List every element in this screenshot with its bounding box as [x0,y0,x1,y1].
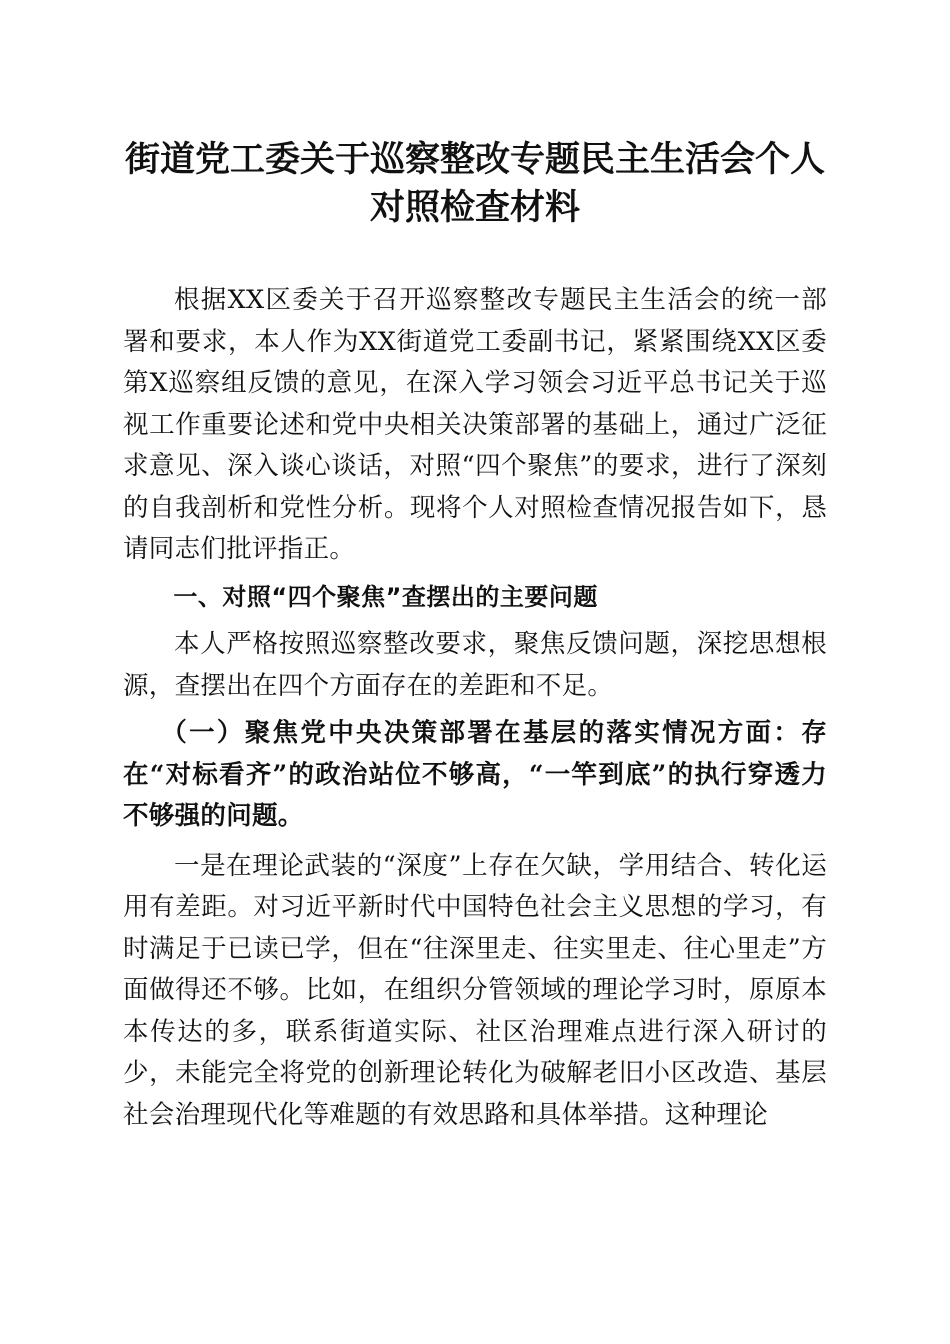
section-1-intro-paragraph: 本人严格按照巡察整改要求，聚焦反馈问题，深挖思想根源，查摆出在四个方面存在的差距和不足。 [123,629,827,701]
subsection-1-heading: （一）聚焦党中央决策部署在基层的落实情况方面：存在“对标看齐”的政治站位不够高，“一竿到底”的执行穿透力不够强的问题。 [123,718,827,831]
point-1-paragraph: 一是在理论武装的“深度”上存在欠缺，学用结合、转化运用有差距。对习近平新时代中国特色社会主义思想的学习，有时满足于已读已学，但在“往深里走、往实里走、往心里走”方面做得还不够。比如，在组织分管领域的理论学习时，原原本本传达的多，联系街道实际、社区治理难点进行深入研讨的少，未能完全将党的创新理论转化为破解老旧小区改造、基层社会治理现代化等难题的有效思路和具体举措。这种理论 [123,850,827,1130]
title-line-1: 街道党工委关于巡察整改专题民主生活会个人 [124,139,825,180]
intro-paragraph: 根据XX区委关于召开巡察整改专题民主生活会的统一部署和要求，本人作为XX街道党工委副书记，紧紧围绕XX区委第X巡察组反馈的意见，在深入学习领会习近平总书记关于巡视工作重要论述和党中央相关决策部署的基础上，通过广泛征求意见、深入谈心谈话，对照“四个聚焦”的要求，进行了深刻的自我剖析和党性分析。现将个人对照检查情况报告如下，恳请同志们批评指正。 [123,285,827,564]
section-1-heading: 一、对照“四个聚焦”查摆出的主要问题 [173,582,598,611]
document-body [123,280,827,1136]
document-title [100,136,850,232]
title-line-2: 对照检查材料 [369,187,580,228]
